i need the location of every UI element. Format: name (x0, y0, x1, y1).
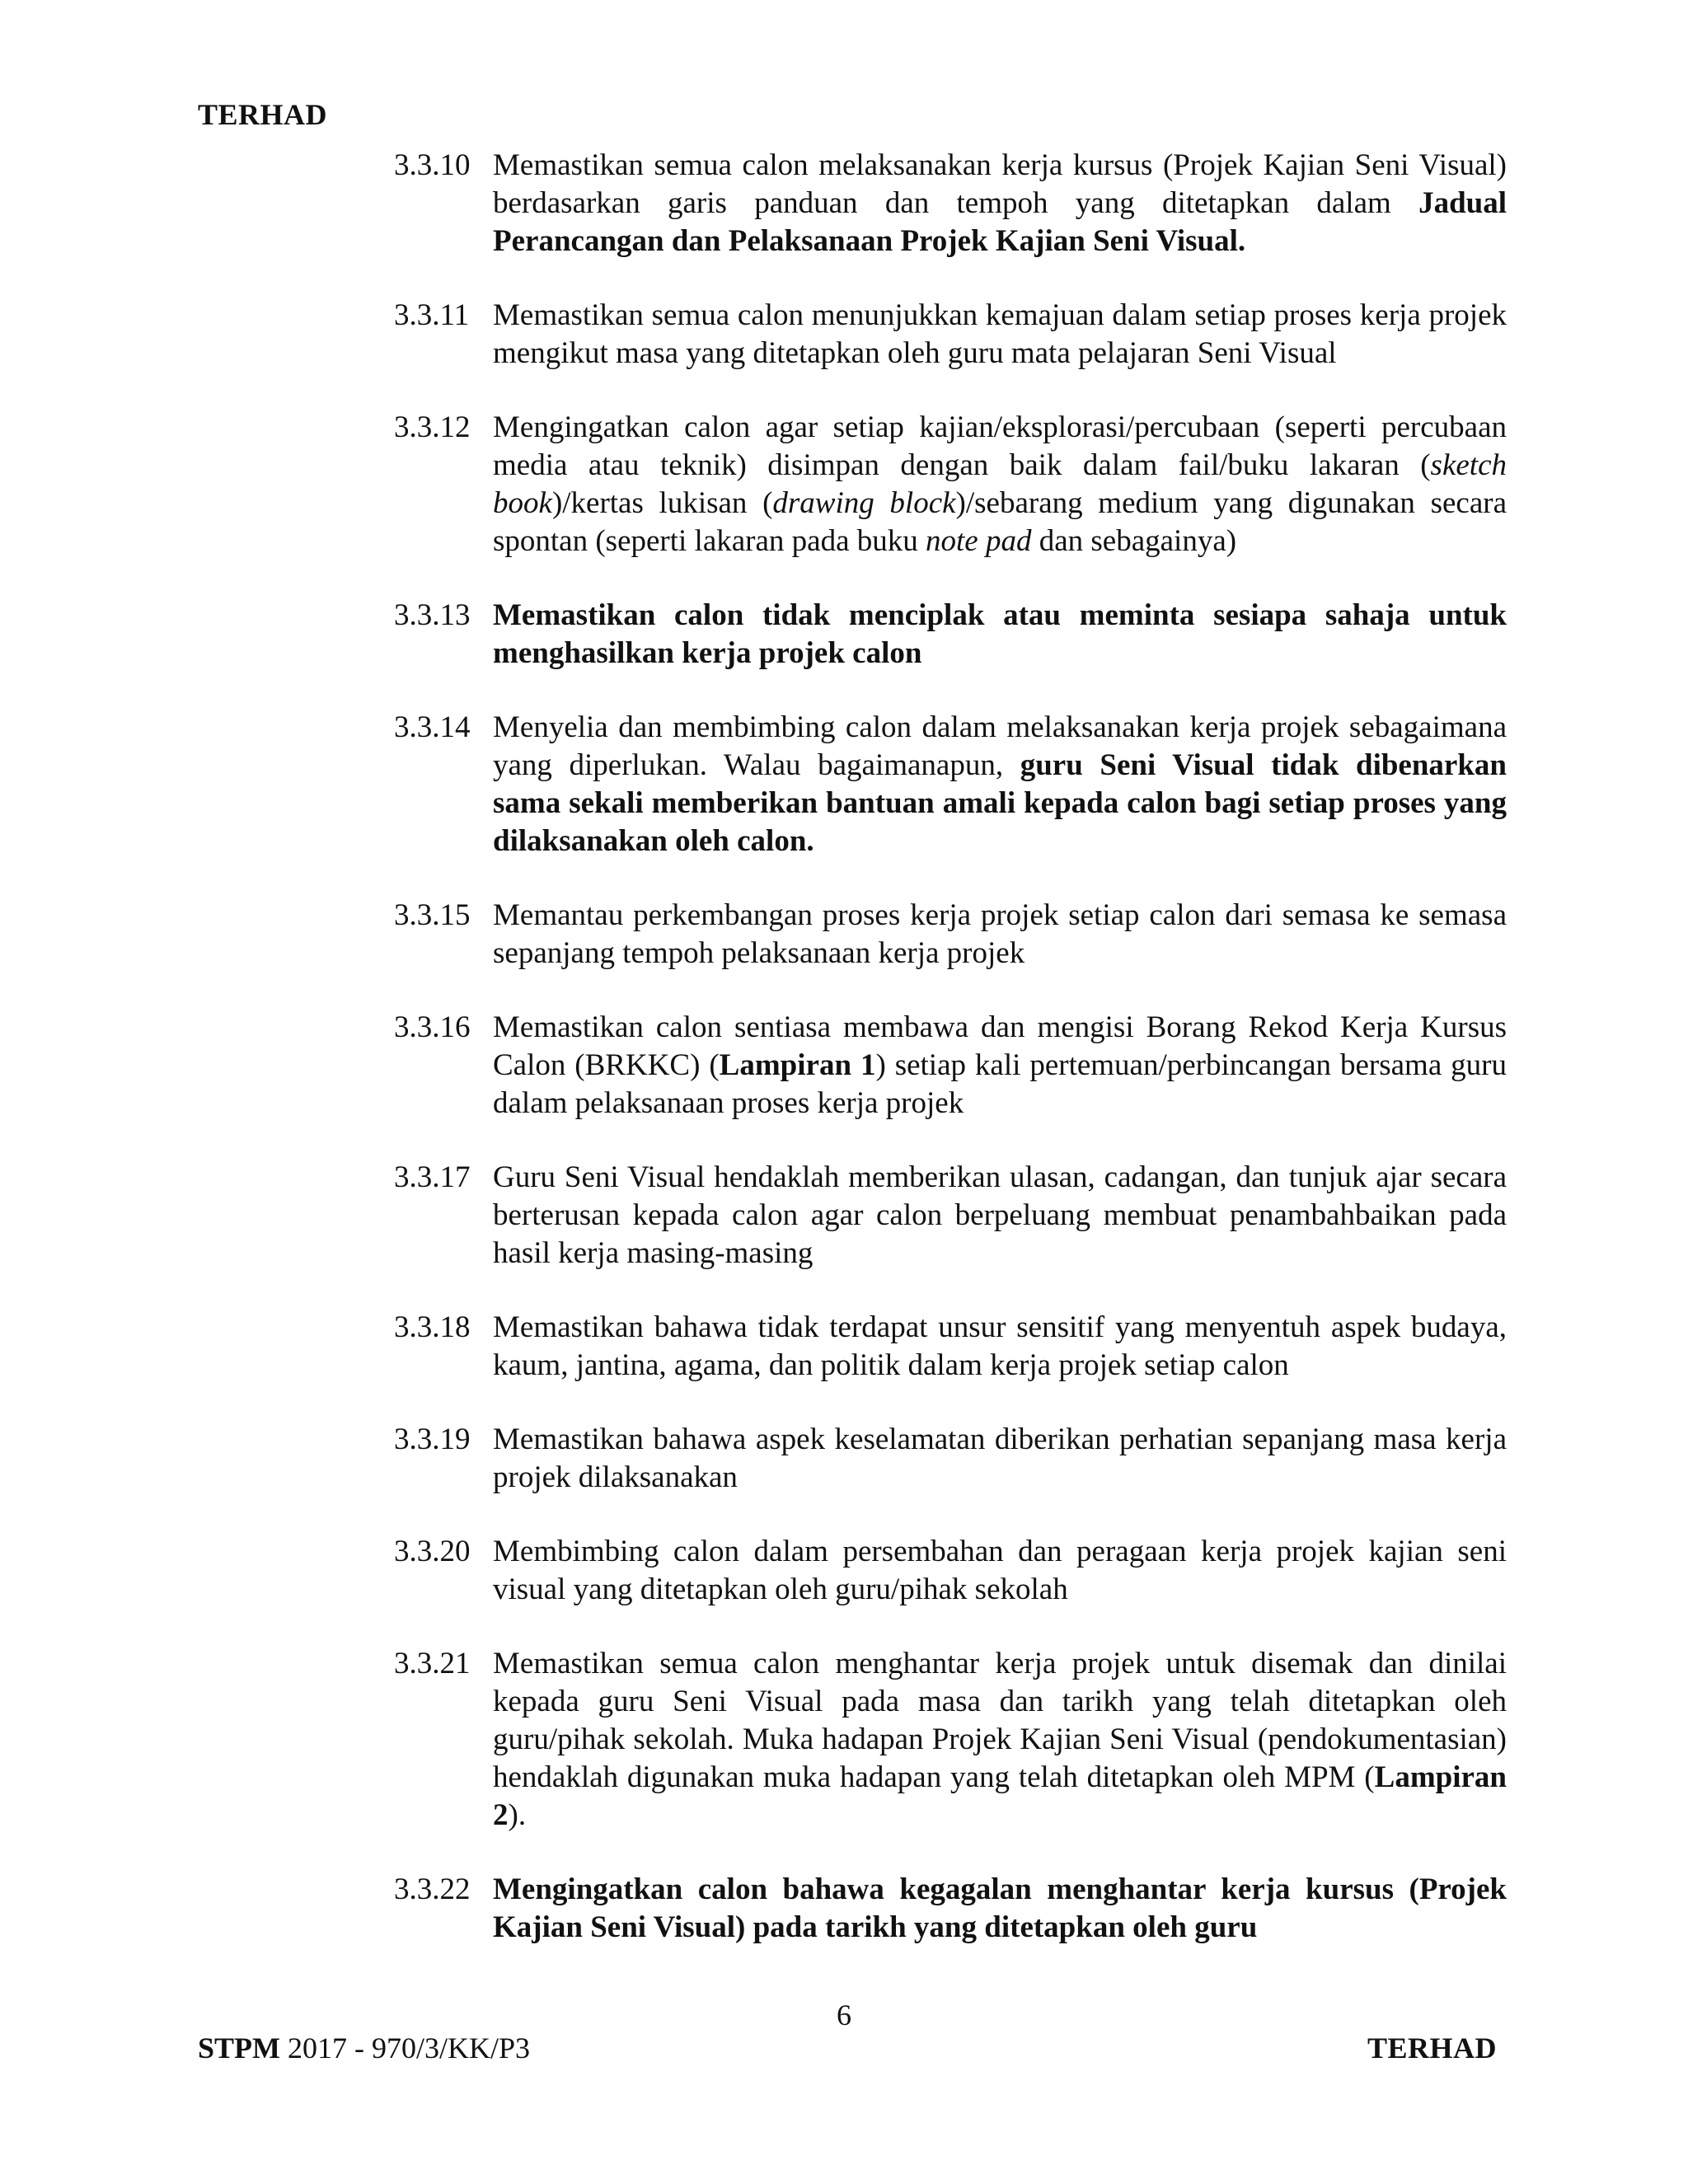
item-number: 3.3.10 (394, 148, 471, 182)
item-text (493, 297, 1507, 373)
item-text (493, 1871, 1507, 1947)
list-item (394, 409, 1507, 560)
item-text (493, 897, 1507, 972)
item-number: 3.3.16 (394, 1010, 471, 1044)
list-item (394, 709, 1507, 860)
item-number: 3.3.12 (394, 410, 471, 444)
list-item (394, 297, 1507, 373)
item-text-segment: Membimbing calon dalam persembahan dan peragaan kerja projek kajian seni visual yang ditetapkan oleh guru/pihak sekolah (493, 1535, 1507, 1606)
item-text-segment: drawing block (772, 486, 956, 520)
item-number: 3.3.22 (394, 1872, 471, 1906)
list-item (394, 897, 1507, 972)
item-number: 3.3.14 (394, 710, 471, 744)
list-item (394, 597, 1507, 673)
item-text-segment: Lampiran 2 (493, 1760, 1507, 1832)
item-text-segment: Memantau perkembangan proses kerja projek setiap calon dari semasa ke semasa sepanjang tempoh pelaksanaan kerja projek (493, 898, 1507, 970)
item-number: 3.3.21 (394, 1647, 471, 1680)
item-text-segment: Mengingatkan calon bahawa kegagalan menghantar kerja kursus (Projek Kajian Seni Visual) pada tarikh yang ditetapkan oleh guru (493, 1872, 1507, 1944)
item-text-segment: Memastikan calon tidak menciplak atau meminta sesiapa sahaja untuk menghasilkan kerja projek calon (493, 598, 1507, 670)
item-text-segment: Memastikan bahawa tidak terdapat unsur sensitif yang menyentuh aspek budaya, kaum, jantina, agama, dan politik dalam kerja projek setiap calon (493, 1310, 1507, 1382)
item-text-segment: Memastikan semua calon menghantar kerja projek untuk disemak dan dinilai kepada guru Seni Visual pada masa dan tarikh yang telah ditetapkan oleh guru/pihak sekolah. Muka hadapan Projek Kajian Seni Visual (pendokumentasian) hendaklah digunakan muka hadapan yang telah ditetapkan oleh MPM ( (493, 1647, 1507, 1794)
item-number: 3.3.18 (394, 1310, 471, 1344)
item-text (493, 409, 1507, 560)
list-item (394, 1421, 1507, 1497)
item-text (493, 1159, 1507, 1272)
list-item (394, 1009, 1507, 1122)
requirements-list (394, 147, 1507, 1983)
item-text (493, 709, 1507, 860)
list-item (394, 147, 1507, 260)
item-text-segment: ). (508, 1798, 527, 1832)
item-text (493, 597, 1507, 673)
item-text-segment: )/kertas lukisan ( (551, 486, 773, 520)
list-item (394, 1533, 1507, 1609)
list-item (394, 1159, 1507, 1272)
item-number: 3.3.11 (394, 298, 470, 332)
item-text-segment: Jadual Perancangan dan Pelaksanaan Projek Kajian Seni Visual. (493, 186, 1507, 258)
item-text-segment: Guru Seni Visual hendaklah memberikan ulasan, cadangan, dan tunjuk ajar secara berterusan kepada calon agar calon berpeluang membuat penambahbaikan pada hasil kerja masing-masing (493, 1160, 1507, 1270)
item-text (493, 1009, 1507, 1122)
item-text (493, 1645, 1507, 1835)
item-text-segment: Memastikan calon sentiasa membawa dan mengisi Borang Rekod Kerja Kursus Calon (BRKKC) ( (493, 1010, 1507, 1082)
header-classification-label: TERHAD (198, 98, 328, 131)
item-text-segment: note pad (926, 524, 1032, 558)
footer-classification-label: TERHAD (1367, 2032, 1497, 2064)
item-number: 3.3.19 (394, 1422, 471, 1456)
item-text-segment: Menyelia dan membimbing calon dalam melaksanakan kerja projek sebagaimana yang diperlukan. Walau bagaimanapun, (493, 710, 1507, 782)
item-text (493, 1533, 1507, 1609)
item-number: 3.3.20 (394, 1535, 471, 1568)
footer-exam-name: STPM (198, 2032, 281, 2064)
item-number: 3.3.17 (394, 1160, 471, 1194)
item-text-segment: Lampiran 1 (719, 1048, 876, 1082)
item-text (493, 147, 1507, 260)
list-item (394, 1645, 1507, 1835)
item-text-segment: Memastikan semua calon melaksanakan kerja kursus (Projek Kajian Seni Visual) berdasarkan garis panduan dan tempoh yang ditetapkan dalam (493, 148, 1507, 220)
footer-document-code (198, 2031, 530, 2065)
footer-code: 2017 - 970/3/KK/P3 (280, 2032, 531, 2064)
item-text (493, 1421, 1507, 1497)
item-text-segment: ) setiap kali pertemuan/perbincangan bersama guru dalam pelaksanaan proses kerja projek (493, 1048, 1507, 1120)
item-text-segment: Memastikan bahawa aspek keselamatan diberikan perhatian sepanjang masa kerja projek dilaksanakan (493, 1422, 1507, 1494)
page-number: 6 (837, 1999, 851, 2032)
list-item (394, 1309, 1507, 1385)
item-text-segment: dan sebagainya) (1031, 524, 1237, 558)
list-item (394, 1871, 1507, 1947)
item-text-segment: guru Seni Visual tidak dibenarkan sama sekali memberikan bantuan amali kepada calon bagi setiap proses yang dilaksanakan oleh calon. (493, 748, 1507, 858)
item-number: 3.3.13 (394, 598, 471, 632)
item-text-segment: )/sebarang medium yang digunakan secara spontan (seperti lakaran pada buku (493, 486, 1507, 558)
item-number: 3.3.15 (394, 898, 471, 932)
item-text (493, 1309, 1507, 1385)
item-text-segment: Memastikan semua calon menunjukkan kemajuan dalam setiap proses kerja projek mengikut masa yang ditetapkan oleh guru mata pelajaran Seni Visual (493, 298, 1507, 370)
item-text-segment: sketch book (493, 448, 1507, 520)
item-text-segment: Mengingatkan calon agar setiap kajian/eksplorasi/percubaan (seperti percubaan media atau teknik) disimpan dengan baik dalam fail/buku lakaran ( (493, 410, 1507, 482)
